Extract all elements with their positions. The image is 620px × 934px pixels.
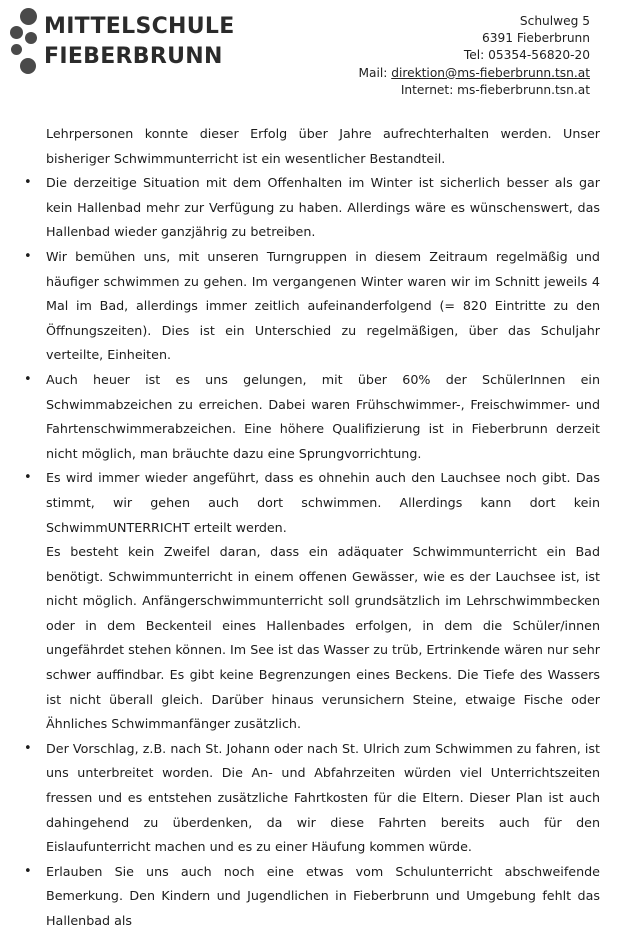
bullet-subparagraph: Es besteht kein Zweifel daran, dass ein adäquater Schwimmunterricht ein Bad benötigt. Schwimmunterricht in einem offenen Gewässer, wie es der Lauchsee ist, ist nicht möglich. Anfängerschwimmunterricht soll grundsätzlich im Lehrschwimmbecken oder in dem Beckenteil eines Hallenbades erfolgen, in dem die Schüler/innen ungefährdet stehen können. Im See ist das Wasser zu trüb, Ertrinkende wären nur sehr schwer auffindbar. Es gibt keine Begrenzungen eines Beckens. Die Tiefe des Wassers ist nicht überall gleich. Darüber hinaus verunsichern Steine, etwaige Fische oder Ähnliches Schwimmanfänger zusätzlich.	[46, 544, 600, 732]
bullet-item	[22, 368, 600, 466]
bullet-icon: •	[24, 863, 32, 879]
contact-block	[358, 13, 590, 99]
school-logo-icon	[8, 6, 38, 76]
address-street: Schulweg 5	[519, 14, 590, 28]
mail-label: Mail:	[358, 65, 392, 80]
bullet-text: Wir bemühen uns, mit unseren Turngruppen in diesem Zeitraum regelmäßig und häufiger schwimmen zu gehen. Im vergangenen Winter waren wir im Schnitt jeweils 4 Mal im Bad, allerdings immer zeitlich aufeinanderfolgend (= 820 Eintritte zu den Öffnungszeiten). Dies ist ein Unterschied zu regelmäßigen, über das Schuljahr verteilte, Einheiten.	[46, 248, 600, 363]
school-name-line1: MITTELSCHULE	[44, 14, 235, 39]
bullet-icon: •	[24, 740, 32, 756]
phone-number: Tel: 05354-56820-20	[463, 48, 590, 63]
bullet-text: Die derzeitige Situation mit dem Offenhalten im Winter ist sicherlich besser als gar kein Hallenbad mehr zur Verfügung zu haben. Allerdings wäre es wünschenswert, das Hallenbad wieder ganzjährig zu betreiben.	[46, 175, 600, 240]
school-name-line2: FIEBERBRUNN	[44, 44, 223, 69]
letterhead	[0, 0, 620, 110]
bullet-item	[22, 860, 600, 934]
bullet-text: Erlauben Sie uns auch noch eine etwas vom Schulunterricht abschweifende Bemerkung. Den Kindern und Jugendlichen in Fieberbrunn und Umgebung fehlt das Hallenbad als	[46, 863, 600, 928]
bullet-icon: •	[24, 470, 32, 486]
bullet-item	[22, 466, 600, 737]
school-name	[44, 12, 235, 72]
bullet-text: Es wird immer wieder angeführt, dass es ohnehin auch den Lauchsee noch gibt. Das stimmt, wir gehen auch dort schwimmen. Allerdings kann dort kein SchwimmUNTERRICHT erteilt werden.	[46, 470, 600, 535]
bullet-icon: •	[24, 371, 32, 387]
internet-line: Internet: ms-fieberbrunn.tsn.at	[400, 82, 590, 97]
mail-line	[358, 65, 590, 82]
bullet-text: Der Vorschlag, z.B. nach St. Johann oder nach St. Ulrich zum Schwimmen zu fahren, ist uns unterbreitet worden. Die An- und Abfahrzeiten würden viel Unterrichtszeiten fressen und es entstehen zusätzliche Fahrtkosten für die Eltern. Dieser Plan ist auch dahingehend zu überdenken, da wir diese Fahrten bereits auch für den Eislaufunterricht machen und es zu einer Häufung kommen würde.	[46, 740, 600, 855]
letter-body	[22, 122, 600, 934]
bullet-item	[22, 171, 600, 245]
mail-link[interactable]: direktion@ms-fieberbrunn.tsn.at	[391, 65, 590, 80]
bullet-item	[22, 245, 600, 368]
bullet-icon: •	[24, 175, 32, 191]
address-city: 6391 Fieberbrunn	[481, 31, 590, 46]
paragraph-text: Lehrpersonen konnte dieser Erfolg über Jahre aufrechterhalten werden. Unser bisheriger Schwimmunterricht ist ein wesentlicher Bestandteil.	[46, 126, 600, 166]
bullet-item	[22, 737, 600, 860]
continuation-paragraph	[22, 122, 600, 171]
bullet-icon: •	[24, 248, 32, 264]
bullet-text: Auch heuer ist es uns gelungen, mit über 60% der SchülerInnen ein Schwimmabzeichen zu erreichen. Dabei waren Frühschwimmer-, Freischwimmer- und Fahrtenschwimmerabzeichen. Eine höhere Qualifizierung ist in Fieberbrunn derzeit nicht möglich, man bräuchte dazu eine Sprungvorrichtung.	[46, 371, 600, 461]
